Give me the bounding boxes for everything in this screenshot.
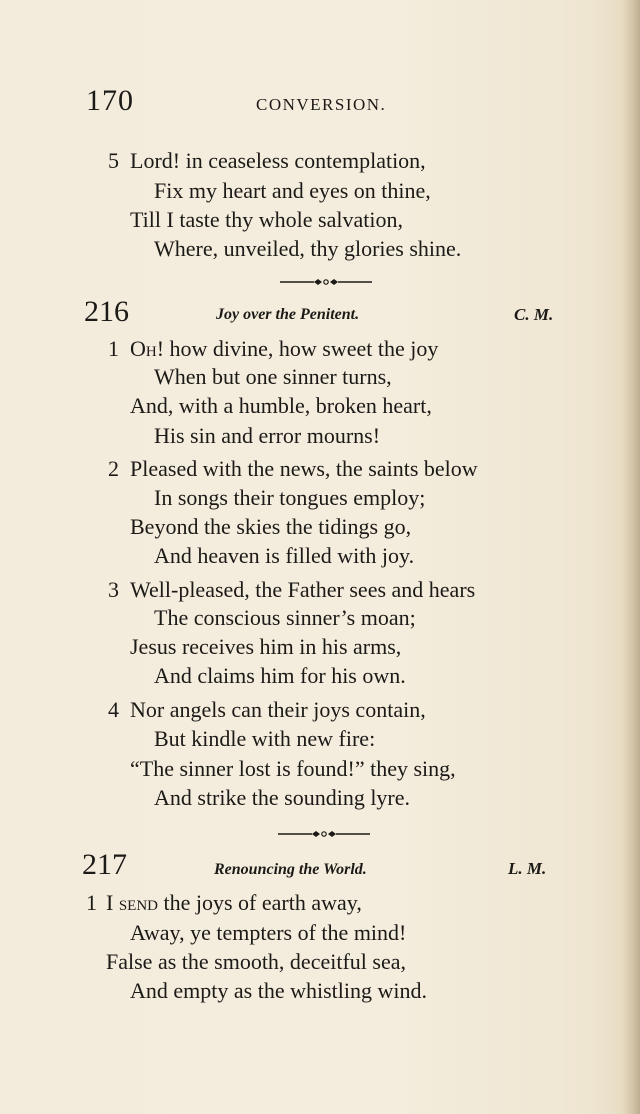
hymn-217-verse-1-line-3: False as the smooth, deceitful sea, [106, 949, 406, 974]
verse-5-line-1: Lord! in ceaseless contemplation, [130, 148, 426, 173]
hymn-216-verse-4-line-3: “The sinner lost is found!” they sing, [130, 756, 456, 781]
hymn-217-verse-1-line-4: And empty as the whistling wind. [130, 978, 427, 1003]
verse-5-line-2: Fix my heart and eyes on thine, [154, 178, 431, 203]
hymn-216-verse-1-line-1 [130, 336, 438, 362]
hymn-216-verse-2-line-1: Pleased with the news, the saints below [130, 456, 478, 481]
hymn-216-verse-1-number: 1 [108, 336, 119, 361]
hymn-216-verse-2-line-3: Beyond the skies the tidings go, [130, 514, 412, 539]
hymn-216-number: 216 [84, 295, 129, 328]
hymn-216-verse-3-number: 3 [108, 577, 119, 602]
hymn-216-verse-4-number: 4 [108, 697, 119, 722]
hymn-216-verse-3-line-2: The conscious sinner’s moan; [154, 605, 416, 630]
hymn-216-verse-1-line-2: When but one sinner turns, [154, 364, 392, 389]
hymn-216-verse-2-number: 2 [108, 456, 119, 481]
hymn-217-number: 217 [82, 848, 127, 881]
hymn-217-verse-1-line-1-rest: the joys of earth away, [163, 890, 362, 915]
running-head: CONVERSION. [256, 95, 387, 114]
hymn-217-verse-1-line-2: Away, ye tempters of the mind! [130, 920, 407, 945]
hymn-217-title: Renouncing the World. [214, 861, 367, 878]
hymn-216-verse-1-line-1-rest: how divine, how sweet the joy [169, 336, 439, 361]
hymn-216-verse-4-line-2: But kindle with new fire: [154, 726, 376, 751]
hymn-216-verse-3-line-4: And claims him for his own. [154, 663, 406, 688]
ornament-divider [278, 829, 370, 839]
hymn-216-meter: C. M. [514, 305, 554, 324]
hymn-216-verse-1-first-word: Oh! [130, 336, 165, 361]
hymn-216-verse-3-line-1: Well-pleased, the Father sees and hears [130, 577, 476, 602]
hymn-216-verse-1-line-4: His sin and error mourns! [154, 423, 381, 448]
hymn-216-title: Joy over the Penitent. [216, 306, 360, 323]
hymn-216-verse-2-line-4: And heaven is filled with joy. [154, 543, 415, 568]
hymn-216-verse-1-line-3: And, with a humble, broken heart, [130, 393, 432, 418]
hymn-217-verse-1-first-word: I send [106, 890, 158, 915]
page-edge-shadow [622, 0, 640, 1114]
hymn-217-verse-1-line-1 [106, 890, 362, 916]
hymn-216-verse-2-line-2: In songs their tongues employ; [154, 485, 426, 510]
verse-5-line-3: Till I taste thy whole salvation, [130, 207, 403, 232]
hymn-216-verse-4-line-1: Nor angels can their joys contain, [130, 697, 426, 722]
hymn-216-verse-4-line-4: And strike the sounding lyre. [154, 785, 411, 810]
page-number: 170 [86, 84, 134, 117]
hymn-216-verse-3-line-3: Jesus receives him in his arms, [130, 634, 402, 659]
hymn-217-meter: L. M. [508, 859, 547, 878]
hymn-217-verse-1-number: 1 [86, 890, 97, 915]
verse-5-line-4: Where, unveiled, thy glories shine. [154, 236, 462, 261]
verse-5-number: 5 [108, 148, 119, 173]
ornament-divider [280, 277, 372, 287]
